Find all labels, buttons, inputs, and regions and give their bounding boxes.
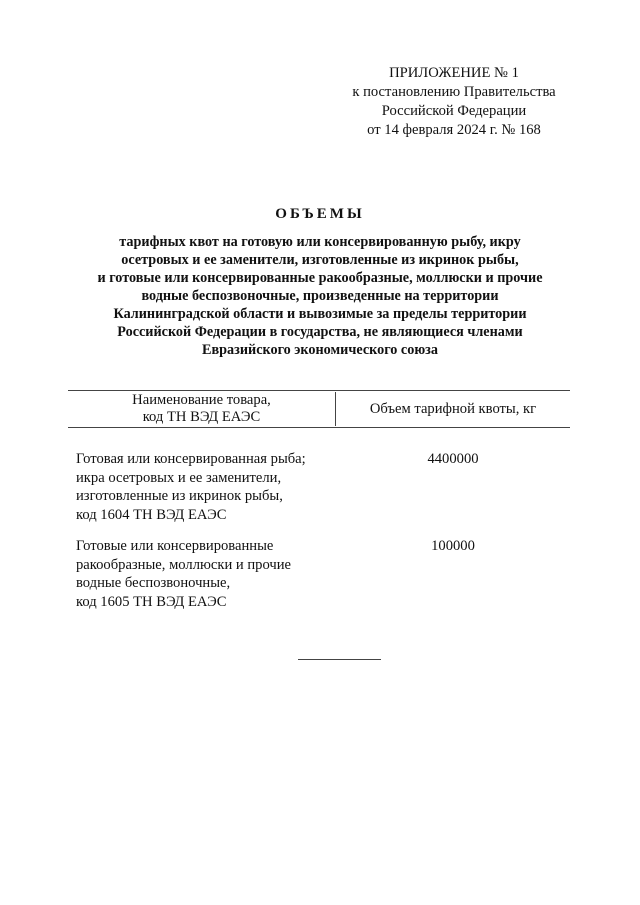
document-subtitle [60,233,580,359]
annex-date: от 14 февраля 2024 г. № 168 [367,122,541,138]
cell-line: ракообразные, моллюски и прочие [76,556,292,573]
subtitle-line: Калининградской области и вывозимые за пределы территории [113,306,527,322]
annex-number: ПРИЛОЖЕНИЕ № 1 [389,65,519,81]
cell-line: Готовые или консервированные [76,538,274,554]
annex-line: Российской Федерации [381,103,527,119]
cell-product-name [76,450,336,524]
end-divider [298,659,381,660]
subtitle-line: водные беспозвоночные, произведенные на территории [141,288,499,304]
subtitle-line: и готовые или консервированные ракообразные, моллюски и прочие [97,270,543,286]
header-cell-product-name [68,392,336,426]
subtitle-line: Российской Федерации в государства, не являющиеся членами [117,324,523,340]
header-code-line: код ТН ВЭД ЕАЭС [142,409,261,425]
subtitle-line: тарифных квот на готовую или консервированную рыбу, икру [119,234,521,250]
annex-line: к постановлению Правительства [352,84,556,100]
cell-product-name [76,537,336,611]
cell-line: Готовая или консервированная рыба; [76,451,306,467]
subtitle-line: Евразийского экономического союза [202,342,438,358]
subtitle-line: осетровых и ее заменители, изготовленные из икринок рыбы, [121,252,519,268]
annex-block [330,64,578,140]
document-title: ОБЪЕМЫ [275,206,365,222]
cell-line: код 1605 ТН ВЭД ЕАЭС [76,593,227,610]
header-cell-quota-volume: Объем тарифной квоты, кг [369,401,537,417]
cell-quota-volume: 100000 [431,538,475,554]
quota-table [68,390,570,610]
cell-line: икра осетровых и ее заменители, [76,469,282,486]
table-header [68,390,570,428]
header-name-line: Наименование товара, [132,392,271,408]
cell-line: код 1604 ТН ВЭД ЕАЭС [76,506,227,523]
cell-quota-volume: 4400000 [427,451,479,467]
cell-line: водные беспозвоночные, [76,575,231,591]
cell-line: изготовленные из икринок рыбы, [76,488,283,504]
